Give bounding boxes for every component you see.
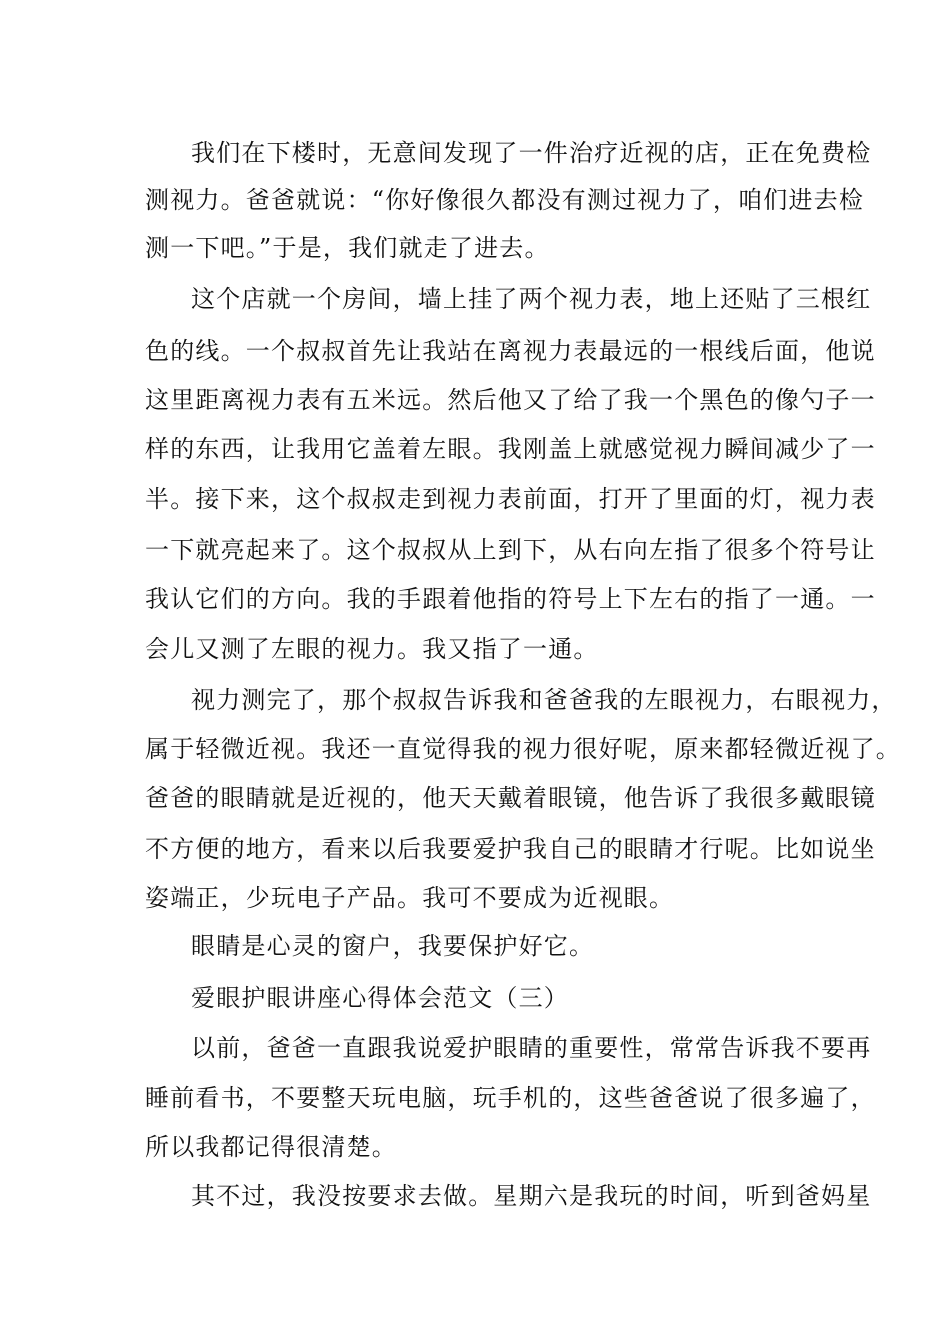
text-line: 这个店就一个房间，墙上挂了两个视力表，地上还贴了三根红 bbox=[191, 285, 872, 313]
text-line: 睡前看书，不要整天玩电脑，玩手机的，这些爸爸说了很多遍了， bbox=[145, 1084, 876, 1112]
text-line: 色的线。一个叔叔首先让我站在离视力表最远的一根线后面，他说 bbox=[145, 337, 876, 365]
text-line: 爸爸的眼睛就是近视的，他天天戴着眼镜，他告诉了我很多戴眼镜 bbox=[145, 784, 876, 812]
text-line: 以前，爸爸一直跟我说爱护眼睛的重要性，常常告诉我不要再 bbox=[191, 1034, 872, 1062]
text-line: 半。接下来，这个叔叔走到视力表前面，打开了里面的灯，视力表 bbox=[145, 485, 876, 513]
text-line: 所以我都记得很清楚。 bbox=[145, 1133, 397, 1161]
text-line: 姿端正，少玩电子产品。我可不要成为近视眼。 bbox=[145, 884, 675, 912]
text-line: 测视力。爸爸就说：“你好像很久都没有测过视力了，咱们进去检 bbox=[145, 186, 865, 214]
text-line: 一下就亮起来了。这个叔叔从上到下，从右向左指了很多个符号让 bbox=[145, 536, 876, 564]
text-line: 我们在下楼时，无意间发现了一件治疗近视的店，正在免费检 bbox=[191, 139, 872, 167]
text-line: 视力测完了，那个叔叔告诉我和爸爸我的左眼视力，右眼视力， bbox=[191, 686, 897, 714]
text-line: 样的东西，让我用它盖着左眼。我刚盖上就感觉视力瞬间减少了一 bbox=[145, 435, 876, 463]
text-line: 这里距离视力表有五米远。然后他又了给了我一个黑色的像勺子一 bbox=[145, 386, 876, 414]
text-line: 眼睛是心灵的窗户，我要保护好它。 bbox=[191, 932, 595, 960]
section-heading: 爱眼护眼讲座心得体会范文（三） bbox=[191, 984, 569, 1012]
text-line: 测一下吧。”于是，我们就走了进去。 bbox=[145, 234, 550, 262]
text-line: 会儿又测了左眼的视力。我又指了一通。 bbox=[145, 635, 599, 663]
text-line: 我认它们的方向。我的手跟着他指的符号上下左右的指了一通。一 bbox=[145, 585, 876, 613]
text-line: 其不过，我没按要求去做。星期六是我玩的时间，听到爸妈星 bbox=[191, 1182, 872, 1210]
text-line: 属于轻微近视。我还一直觉得我的视力很好呢，原来都轻微近视了。 bbox=[145, 735, 901, 763]
text-line: 不方便的地方，看来以后我要爱护我自己的眼睛才行呢。比如说坐 bbox=[145, 835, 876, 863]
